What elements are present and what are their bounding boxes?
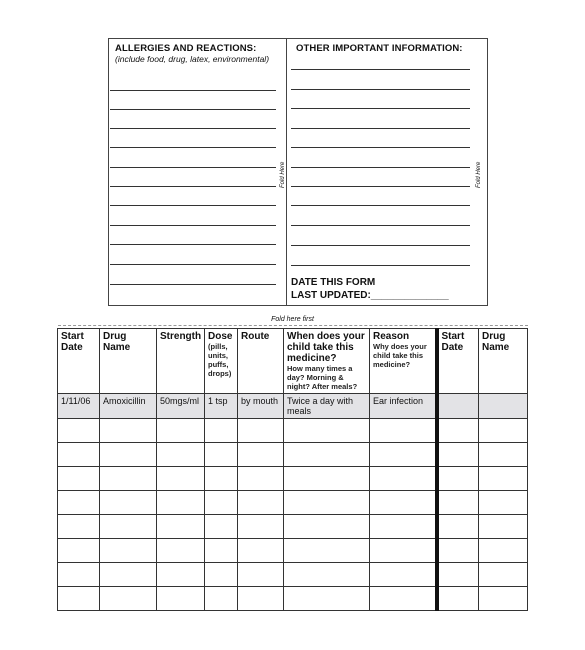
- header-start-date: Start Date: [58, 329, 100, 394]
- table-cell-input[interactable]: [205, 515, 238, 539]
- table-cell-input[interactable]: [479, 563, 528, 587]
- table-cell-input[interactable]: [370, 419, 437, 443]
- table-cell-input[interactable]: [58, 539, 100, 563]
- table-cell-input[interactable]: [58, 491, 100, 515]
- other-info-write-line[interactable]: [291, 245, 470, 246]
- other-info-write-line[interactable]: [291, 205, 470, 206]
- table-cell-input[interactable]: [370, 467, 437, 491]
- table-row: [58, 587, 528, 611]
- table-header-row: [58, 329, 528, 394]
- date-form-label: [291, 276, 449, 302]
- other-info-write-line[interactable]: [291, 128, 470, 129]
- table-cell: Amoxicillin: [100, 394, 157, 419]
- date-form-line2: LAST UPDATED:______________: [291, 290, 449, 301]
- fold-here-label-right: Fold Here: [476, 161, 482, 188]
- table-cell-input[interactable]: [205, 587, 238, 611]
- table-cell-input[interactable]: [157, 563, 205, 587]
- table-cell-input[interactable]: [58, 443, 100, 467]
- table-row: [58, 539, 528, 563]
- fold-here-first-label: Fold here first: [271, 316, 314, 323]
- medication-table: [57, 328, 528, 611]
- allergies-subtitle: (include food, drug, latex, environmental): [115, 54, 270, 64]
- header-dose: Dose (pills, units, puffs, drops): [205, 329, 238, 394]
- table-cell-input[interactable]: [284, 539, 370, 563]
- fold-first-dashed-line: [58, 325, 528, 326]
- table-cell-input[interactable]: [370, 563, 437, 587]
- allergies-write-line[interactable]: [110, 109, 276, 110]
- table-cell-input[interactable]: [479, 515, 528, 539]
- table-cell-input[interactable]: [479, 419, 528, 443]
- table-cell-input[interactable]: [238, 515, 284, 539]
- table-cell-input[interactable]: [100, 587, 157, 611]
- table-cell-input[interactable]: [284, 419, 370, 443]
- other-info-write-line[interactable]: [291, 167, 470, 168]
- table-cell: 1/11/06: [58, 394, 100, 419]
- table-row-example: [58, 394, 528, 419]
- table-cell-input[interactable]: [370, 491, 437, 515]
- table-cell-input[interactable]: [58, 587, 100, 611]
- table-row: [58, 467, 528, 491]
- table-cell: by mouth: [238, 394, 284, 419]
- table-cell-input[interactable]: [479, 491, 528, 515]
- header-drug-name-2: Drug Name: [479, 329, 528, 394]
- table-cell-input[interactable]: [100, 419, 157, 443]
- table-cell-input[interactable]: [479, 443, 528, 467]
- table-cell-input[interactable]: [100, 563, 157, 587]
- table-cell-input[interactable]: [284, 443, 370, 467]
- table-cell-input[interactable]: [284, 515, 370, 539]
- fold-here-label-left: Fold Here: [280, 161, 286, 188]
- allergies-write-line[interactable]: [110, 284, 276, 285]
- table-cell-input[interactable]: [284, 587, 370, 611]
- table-cell-input[interactable]: [479, 467, 528, 491]
- table-cell: 1 tsp: [205, 394, 238, 419]
- table-cell-input[interactable]: [238, 419, 284, 443]
- table-cell-input[interactable]: [58, 515, 100, 539]
- table-cell: [479, 394, 528, 419]
- table-row: [58, 563, 528, 587]
- table-cell-input[interactable]: [479, 539, 528, 563]
- table-cell-input[interactable]: [100, 539, 157, 563]
- table-cell: Ear infection: [370, 394, 437, 419]
- table-cell-input[interactable]: [284, 467, 370, 491]
- table-row: [58, 491, 528, 515]
- table-cell-input[interactable]: [157, 443, 205, 467]
- table-cell-input[interactable]: [100, 491, 157, 515]
- table-cell-input[interactable]: [238, 563, 284, 587]
- allergies-write-line[interactable]: [110, 244, 276, 245]
- table-cell-input[interactable]: [205, 467, 238, 491]
- table-row: [58, 443, 528, 467]
- table-cell-input[interactable]: [58, 419, 100, 443]
- header-when: When does your child take this medicine? How many times a day? Morning & night? After meals?: [284, 329, 370, 394]
- medication-table-wrap: [57, 328, 527, 600]
- other-info-write-line[interactable]: [291, 89, 470, 90]
- table-cell-input[interactable]: [437, 419, 479, 443]
- table-cell-input[interactable]: [238, 443, 284, 467]
- table-cell-input[interactable]: [238, 539, 284, 563]
- table-cell-input[interactable]: [437, 587, 479, 611]
- header-reason: Reason Why does your child take this medicine?: [370, 329, 437, 394]
- table-cell-input[interactable]: [437, 443, 479, 467]
- table-cell-input[interactable]: [437, 515, 479, 539]
- table-cell-input[interactable]: [157, 587, 205, 611]
- table-cell-input[interactable]: [437, 467, 479, 491]
- table-cell-input[interactable]: [238, 587, 284, 611]
- allergies-write-line[interactable]: [110, 205, 276, 206]
- table-cell-input[interactable]: [284, 491, 370, 515]
- table-cell-input[interactable]: [284, 563, 370, 587]
- table-cell-input[interactable]: [370, 443, 437, 467]
- table-cell: Twice a day with meals: [284, 394, 370, 419]
- table-cell-input[interactable]: [370, 539, 437, 563]
- table-cell-input[interactable]: [157, 515, 205, 539]
- table-cell-input[interactable]: [205, 563, 238, 587]
- allergies-write-line[interactable]: [110, 264, 276, 265]
- date-form-line1: DATE THIS FORM: [291, 277, 376, 288]
- table-cell-input[interactable]: [157, 467, 205, 491]
- allergies-write-line[interactable]: [110, 147, 276, 148]
- table-cell-input[interactable]: [370, 515, 437, 539]
- table-cell: [437, 394, 479, 419]
- table-cell-input[interactable]: [437, 563, 479, 587]
- table-cell-input[interactable]: [157, 491, 205, 515]
- header-route: Route: [238, 329, 284, 394]
- table-row: [58, 419, 528, 443]
- other-info-write-line[interactable]: [291, 225, 470, 226]
- table-cell-input[interactable]: [100, 515, 157, 539]
- other-info-write-line[interactable]: [291, 186, 470, 187]
- table-cell-input[interactable]: [205, 419, 238, 443]
- table-cell-input[interactable]: [157, 539, 205, 563]
- allergies-write-line[interactable]: [110, 90, 276, 91]
- allergies-write-line[interactable]: [110, 225, 276, 226]
- other-info-write-line[interactable]: [291, 69, 470, 70]
- table-cell-input[interactable]: [205, 443, 238, 467]
- table-cell-input[interactable]: [437, 539, 479, 563]
- other-info-write-line[interactable]: [291, 108, 470, 109]
- allergies-write-line[interactable]: [110, 167, 276, 168]
- table-cell-input[interactable]: [205, 491, 238, 515]
- header-drug-name: Drug Name: [100, 329, 157, 394]
- other-info-write-line[interactable]: [291, 147, 470, 148]
- table-cell-input[interactable]: [100, 443, 157, 467]
- header-start-date-2: Start Date: [437, 329, 479, 394]
- table-cell-input[interactable]: [205, 539, 238, 563]
- table-cell-input[interactable]: [157, 419, 205, 443]
- header-strength: Strength: [157, 329, 205, 394]
- other-info-title: OTHER IMPORTANT INFORMATION:: [296, 43, 463, 54]
- table-cell-input[interactable]: [58, 467, 100, 491]
- table-row: [58, 515, 528, 539]
- table-cell: 50mgs/ml: [157, 394, 205, 419]
- table-cell-input[interactable]: [100, 467, 157, 491]
- table-cell-input[interactable]: [238, 491, 284, 515]
- allergies-write-line[interactable]: [110, 128, 276, 129]
- other-info-write-line[interactable]: [291, 265, 470, 266]
- table-cell-input[interactable]: [238, 467, 284, 491]
- allergies-write-line[interactable]: [110, 186, 276, 187]
- allergies-title: ALLERGIES AND REACTIONS:: [115, 43, 257, 54]
- table-cell-input[interactable]: [370, 587, 437, 611]
- table-cell-input[interactable]: [479, 587, 528, 611]
- table-cell-input[interactable]: [58, 563, 100, 587]
- table-cell-input[interactable]: [437, 491, 479, 515]
- card-divider: [286, 38, 287, 306]
